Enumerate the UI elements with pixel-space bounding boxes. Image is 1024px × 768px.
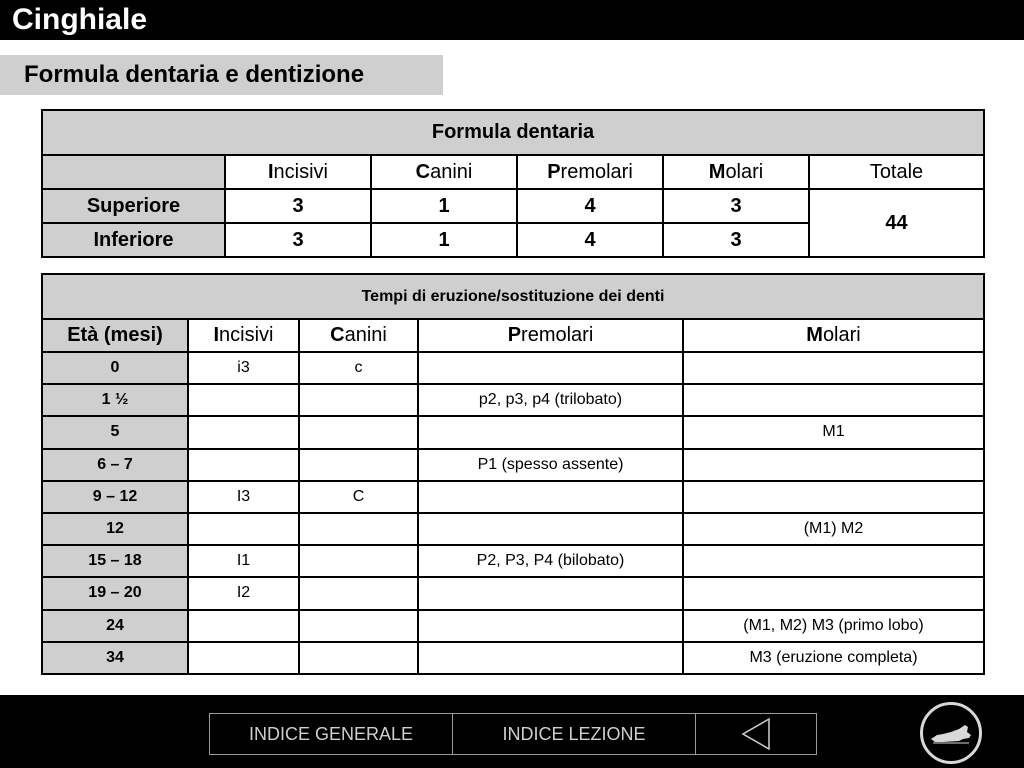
table-cell: M1 <box>683 416 984 448</box>
boar-logo-icon[interactable] <box>920 702 982 764</box>
indice-generale-button[interactable]: INDICE GENERALE <box>210 714 453 754</box>
table-cell: 3 <box>225 223 371 257</box>
table-cell: 3 <box>663 223 809 257</box>
totale-value: 44 <box>809 189 984 257</box>
table-cell: p2, p3, p4 (trilobato) <box>418 384 683 416</box>
age-cell: 19 – 20 <box>42 577 188 609</box>
indice-lezione-button[interactable]: INDICE LEZIONE <box>453 714 696 754</box>
table-row <box>42 545 984 577</box>
table-row <box>42 352 984 384</box>
table-row <box>42 642 984 674</box>
table-cell <box>299 513 418 545</box>
table-cell <box>418 352 683 384</box>
table-cell <box>299 545 418 577</box>
table-cell <box>683 577 984 609</box>
table-cell <box>299 384 418 416</box>
header-premolari: Premolari <box>517 155 663 189</box>
age-cell: 0 <box>42 352 188 384</box>
table-cell: P2, P3, P4 (bilobato) <box>418 545 683 577</box>
table-cell <box>188 449 299 481</box>
age-cell: 6 – 7 <box>42 449 188 481</box>
boar-silhouette-icon <box>923 705 979 761</box>
age-cell: 34 <box>42 642 188 674</box>
table-cell <box>188 416 299 448</box>
table-cell: c <box>299 352 418 384</box>
age-cell: 12 <box>42 513 188 545</box>
table-cell: 3 <box>663 189 809 223</box>
formula-title: Formula dentaria <box>42 110 984 155</box>
table-row <box>42 416 984 448</box>
age-cell: 15 – 18 <box>42 545 188 577</box>
back-triangle-icon <box>739 717 773 751</box>
table-row <box>42 481 984 513</box>
table-cell <box>299 449 418 481</box>
table-cell <box>418 481 683 513</box>
header-incisivi: Incisivi <box>188 319 299 352</box>
table-cell: 3 <box>225 189 371 223</box>
table-row <box>42 513 984 545</box>
table-cell: i3 <box>188 352 299 384</box>
table-cell <box>188 384 299 416</box>
table-cell <box>683 449 984 481</box>
table-cell: 4 <box>517 189 663 223</box>
header-canini: Canini <box>371 155 517 189</box>
section-title: Formula dentaria e dentizione <box>0 55 443 95</box>
table-cell: P1 (spesso assente) <box>418 449 683 481</box>
age-cell: 1 ½ <box>42 384 188 416</box>
table-cell <box>299 610 418 642</box>
table-cell <box>683 481 984 513</box>
title-bar <box>0 0 1024 40</box>
header-molari: Molari <box>663 155 809 189</box>
header-canini: Canini <box>299 319 418 352</box>
nav-group <box>209 713 817 755</box>
back-button[interactable] <box>696 714 816 754</box>
table-cell: I2 <box>188 577 299 609</box>
table-row <box>42 577 984 609</box>
table-cell: I3 <box>188 481 299 513</box>
table-cell: 1 <box>371 223 517 257</box>
table-cell: M3 (eruzione completa) <box>683 642 984 674</box>
row-label-superiore: Superiore <box>42 189 225 223</box>
eruption-title: Tempi di eruzione/sostituzione dei denti <box>42 274 984 319</box>
table-cell <box>299 577 418 609</box>
header-molari: Molari <box>683 319 984 352</box>
age-cell: 24 <box>42 610 188 642</box>
table-cell: I1 <box>188 545 299 577</box>
table-cell: C <box>299 481 418 513</box>
header-premolari: Premolari <box>418 319 683 352</box>
header-totale: Totale <box>809 155 984 189</box>
table-cell: (M1, M2) M3 (primo lobo) <box>683 610 984 642</box>
table-cell: (M1) M2 <box>683 513 984 545</box>
table-cell <box>188 610 299 642</box>
table-cell <box>683 384 984 416</box>
formula-table <box>41 109 985 258</box>
row-label-inferiore: Inferiore <box>42 223 225 257</box>
header-incisivi: Incisivi <box>225 155 371 189</box>
table-row <box>42 610 984 642</box>
table-cell <box>683 352 984 384</box>
table-cell <box>418 610 683 642</box>
age-cell: 5 <box>42 416 188 448</box>
age-cell: 9 – 12 <box>42 481 188 513</box>
app-title: Cinghiale <box>12 3 148 36</box>
table-cell <box>299 416 418 448</box>
table-cell: 1 <box>371 189 517 223</box>
table-row <box>42 384 984 416</box>
header-eta: Età (mesi) <box>42 319 188 352</box>
table-cell <box>683 545 984 577</box>
eruption-table <box>41 273 985 675</box>
table-cell <box>188 642 299 674</box>
table-cell: 4 <box>517 223 663 257</box>
table-cell <box>418 416 683 448</box>
table-cell <box>418 513 683 545</box>
table-cell <box>418 642 683 674</box>
empty-corner-cell <box>42 155 225 189</box>
table-cell <box>418 577 683 609</box>
table-row <box>42 449 984 481</box>
table-cell <box>299 642 418 674</box>
table-cell <box>188 513 299 545</box>
